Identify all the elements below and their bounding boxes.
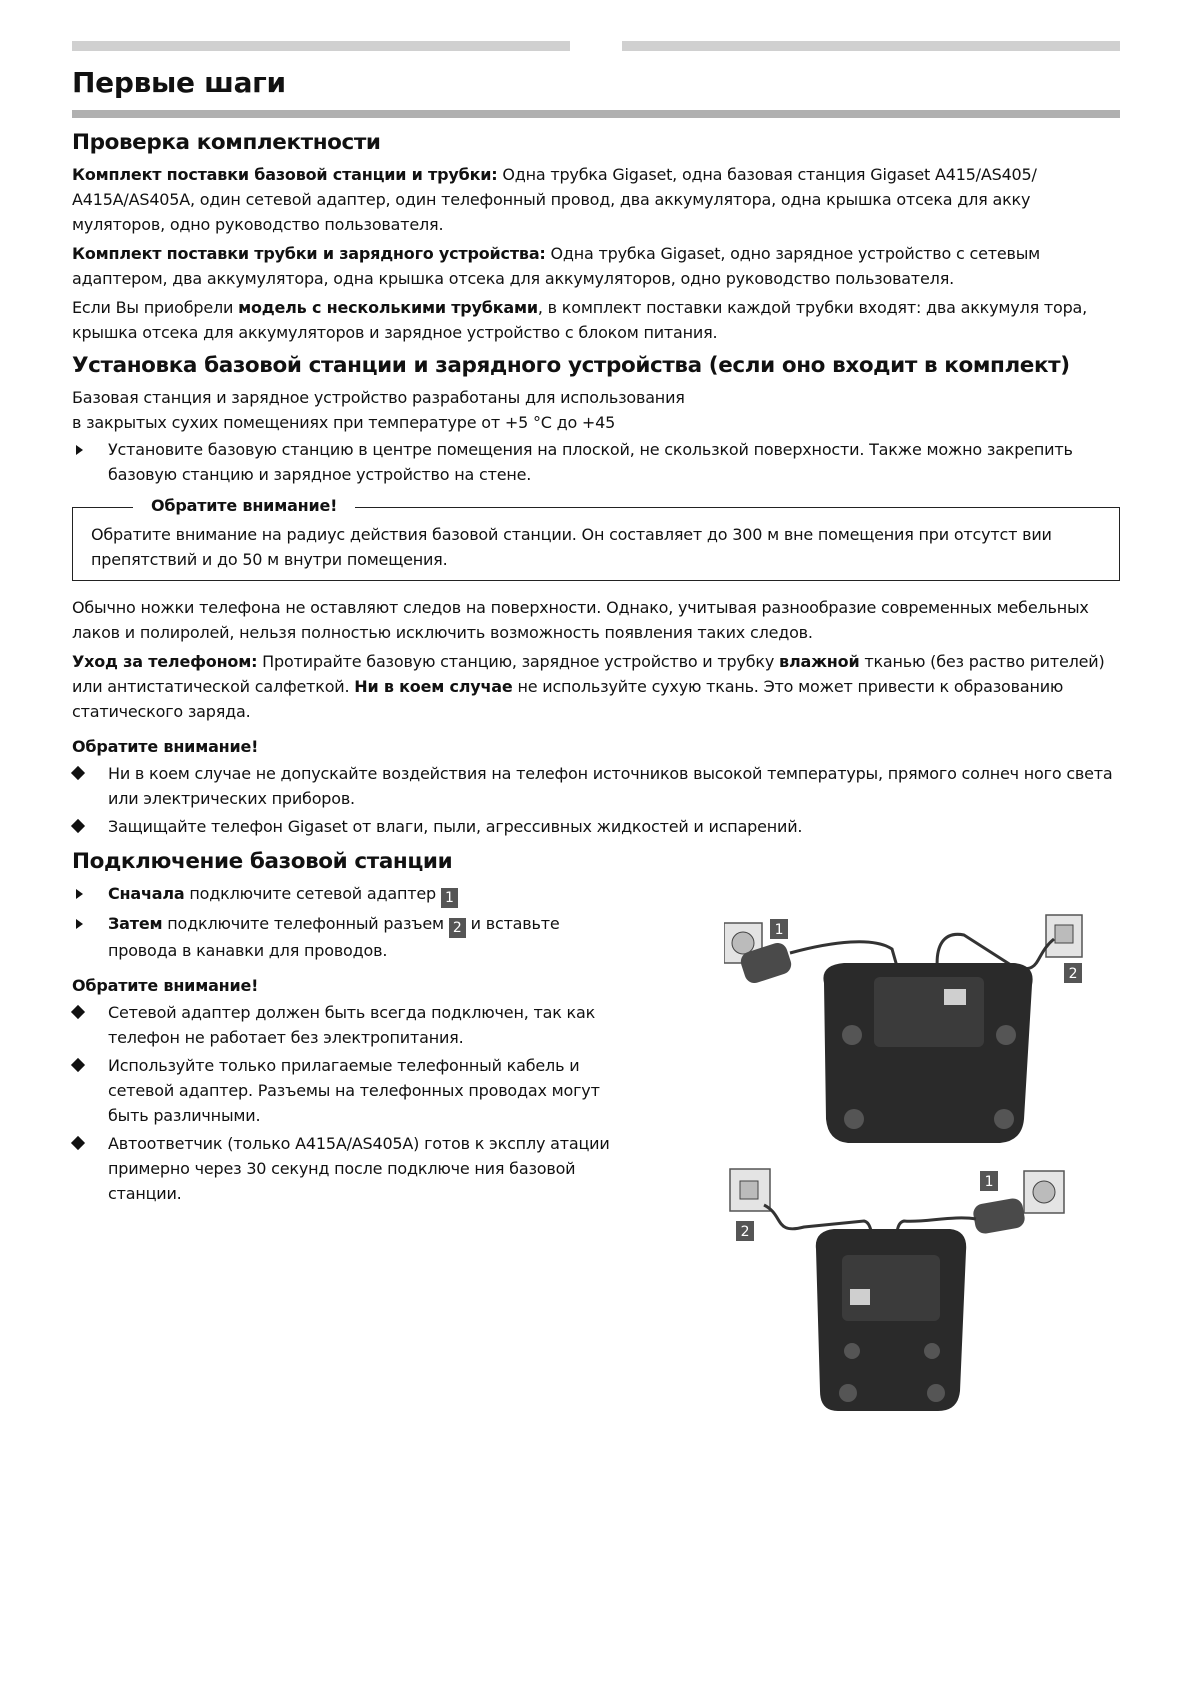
note2-item: Защищайте телефон Gigaset от влаги, пыли, агрессивных жидкостей и испарений. [72,814,1120,839]
content [72,128,1120,1381]
note-box-title: Обратите внимание! [133,494,355,518]
arrow-bullet-icon [76,919,83,929]
diagram-label-1: 1 [774,922,784,938]
note2-list [72,761,1120,839]
install-step: Установите базовую станцию в центре помещения на плоской, не скользкой поверхности. Также можно закрепить базовую станцию и зарядное устройство на стене. [72,437,1120,487]
care-paragraph: Уход за телефоном: Протирайте базовую станцию, зарядное устройство и трубку влажной тканью (без раство рителей) или антистатической салфеткой. Ни в коем случае не используйте сухую ткань. Это может привести к образованию статического заряда. [72,652,1105,721]
feet-paragraph: Обычно ножки телефона не оставляют следов на поверхности. Однако, учитывая разнообразие современных мебельных лаков и полиролей, нельзя полностью исключить возможность появления таких следов. [72,598,1089,642]
connect-steps [72,881,612,963]
connect-heading: Подключение базовой станции [72,849,453,874]
connect-step-1: Сначала подключите сетевой адаптер 1 [72,881,612,908]
install-steps [72,437,1120,487]
diamond-bullet-icon [71,1058,85,1072]
connect-notes [72,1000,612,1206]
install-intro: Базовая станция и зарядное устройство разработаны для использования в закрытых сухих помещениях при температуре от +5 °C до +45 [72,388,685,432]
header-bar-right [622,41,1120,51]
connect-note: Сетевой адаптер должен быть всегда подключен, так как телефон не работает без электропитания. [72,1000,612,1050]
diagram-label-2: 2 [1068,966,1078,982]
title-rule [72,110,1120,118]
arrow-bullet-icon [76,889,83,899]
diamond-bullet-icon [71,819,85,833]
install-heading: Установка базовой станции и зарядного устройства (если оно входит в комплект) [72,353,1070,378]
connect-note: Используйте только прилагаемые телефонный кабель и сетевой адаптер. Разъемы на телефонных проводах могут быть различными. [72,1053,612,1128]
note-box [72,496,1120,581]
note2-item: Ни в коем случае не допускайте воздействия на телефон источников высокой температуры, прямого солнеч ного света или электрических приборов. [72,761,1120,811]
package-p1: Комплект поставки базовой станции и трубки: Одна трубка Gigaset, одна базовая станция Gigaset A415/AS405/ A415A/AS405A, один сетевой адаптер, один телефонный провод, два аккумулятора, одна крышка отсека для акку муляторов, одно руководство пользователя. [72,165,1037,234]
header-bar-left [72,41,570,51]
note-box-text: Обратите внимание на радиус действия базовой станции. Он составляет до 300 м вне помещения при отсутст вии препятствий и до 50 м внутри помещения. [91,525,1052,569]
connect-text [72,881,612,1381]
page-title: Первые шаги [72,66,286,99]
note2-heading: Обратите внимание! [72,737,259,756]
base-station-diagram-top [724,905,1104,1155]
connect-step-2: Затем подключите телефонный разъем 2 и вставьте провода в канавки для проводов. [72,911,612,963]
connection-diagrams [612,881,1120,1381]
base-station-diagram-bottom [724,1165,1084,1415]
connect-section [72,881,1120,1381]
diamond-bullet-icon [71,766,85,780]
diagram-label-1: 1 [984,1174,994,1190]
diagram-label-2: 2 [740,1224,750,1240]
connect-note: Автоответчик (только A415A/AS405A) готов к эксплу атации примерно через 30 секунд после подключе ния базовой станции. [72,1131,612,1206]
package-p2: Комплект поставки трубки и зарядного устройства: Одна трубка Gigaset, одно зарядное устройство с сетевым адаптером, два аккумулятора, одна крышка отсека для аккумуляторов, одно руководство пользователя. [72,244,1041,288]
diamond-bullet-icon [71,1136,85,1150]
connect-note-heading: Обратите внимание! [72,976,259,995]
package-p3: Если Вы приобрели модель с несколькими трубками, в комплект поставки каждой трубки входят: два аккумуля тора, крышка отсека для аккумуляторов и зарядное устройство с блоком питания. [72,298,1088,342]
label-1-badge: 1 [441,888,458,908]
arrow-bullet-icon [76,445,83,455]
label-2-badge: 2 [449,918,466,938]
package-heading: Проверка комплектности [72,130,381,155]
diamond-bullet-icon [71,1005,85,1019]
